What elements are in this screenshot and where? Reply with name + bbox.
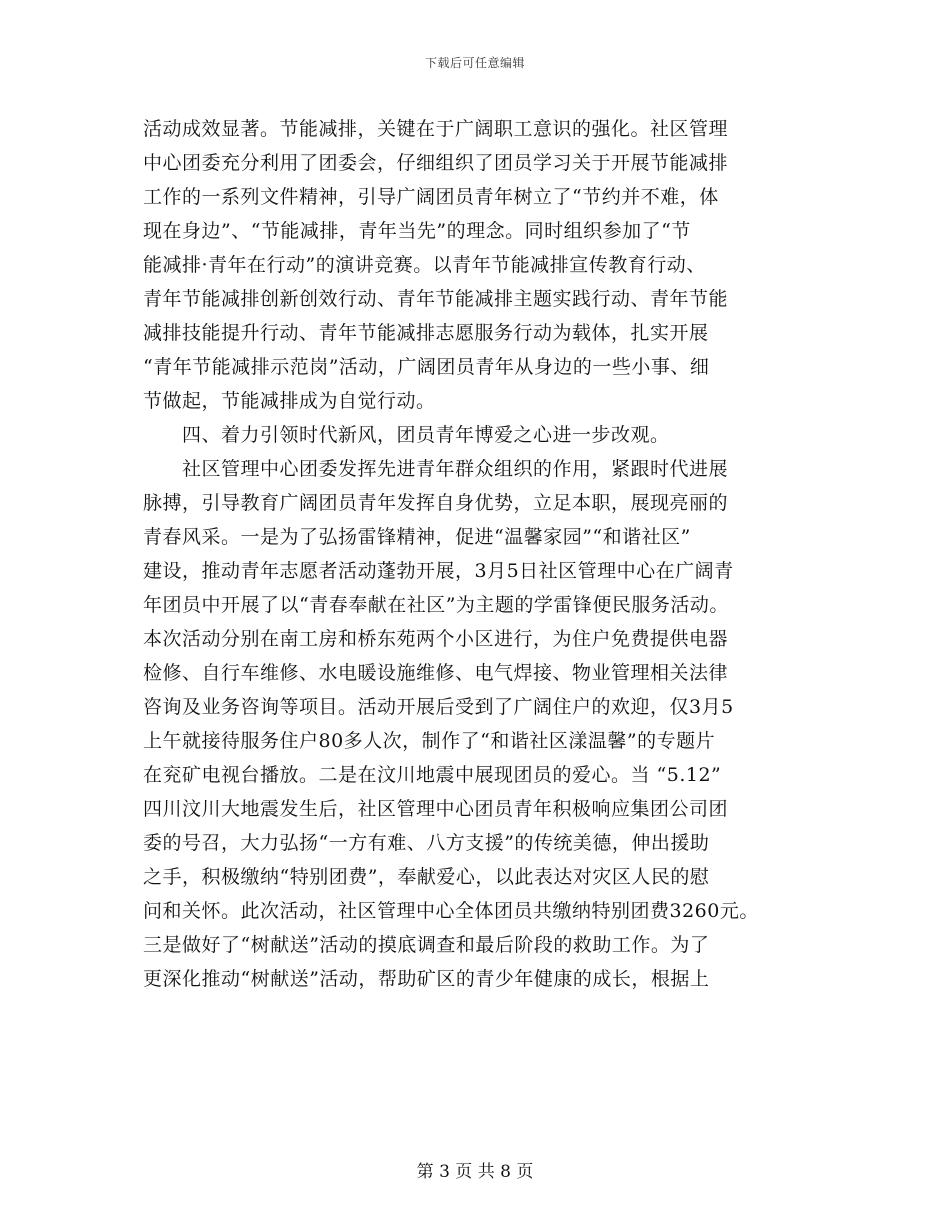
page-footer: 第 3 页 共 8 页 xyxy=(416,1162,534,1182)
text-line: 减排技能提升行动、青年节能减排志愿服务行动为载体，扎实开展 xyxy=(143,322,709,344)
text-line: 中心团委充分利用了团委会，仔细组织了团员学习关于开展节能减排 xyxy=(143,152,729,174)
text-line: 本次活动分别在南工房和桥东苑两个小区进行，为住户免费提供电器 xyxy=(143,628,729,650)
body-text xyxy=(143,112,823,996)
text-line: 之手，积极缴纳“特别团费”，奉献爱心，以此表达对灾区人民的慰 xyxy=(143,866,710,888)
text-line: 年团员中开展了以“青春奉献在社区”为主题的学雷锋便民服务活动。 xyxy=(143,594,729,616)
text-line: 社区管理中心团委发挥先进青年群众组织的作用，紧跟时代进展 xyxy=(143,458,729,480)
text-line: 青年节能减排创新创效行动、青年节能减排主题实践行动、青年节能 xyxy=(143,288,729,310)
page-header: 下载后可任意编辑 xyxy=(424,56,525,70)
text-line: 三是做好了“树献送”活动的摸底调查和最后阶段的救助工作。为了 xyxy=(143,934,710,956)
text-line: 工作的一系列文件精神，引导广阔团员青年树立了“节约并不难，体 xyxy=(143,186,719,208)
text-line: 脉搏，引导教育广阔团员青年发挥自身优势，立足本职，展现亮丽的 xyxy=(143,492,729,514)
text-line: “青年节能减排示范岗”活动，广阔团员青年从身边的一些小事、细 xyxy=(143,356,710,378)
text-line: 上午就接待服务住户80多人次，制作了“和谐社区漾温馨”的专题片 xyxy=(143,730,716,752)
text-line: 咨询及业务咨询等项目。活动开展后受到了广阔住户的欢迎，仅3月5 xyxy=(143,696,734,718)
text-line: 节做起，节能减排成为自觉行动。 xyxy=(143,390,436,412)
text-line: 四川汶川大地震发生后，社区管理中心团员青年积极响应集团公司团 xyxy=(143,798,729,820)
text-line: 在兖矿电视台播放。二是在汶川地震中展现团员的爱心。当 “5.12” xyxy=(143,764,722,786)
text-line: 活动成效显著。节能减排，关键在于广阔职工意识的强化。社区管理 xyxy=(143,118,729,140)
text-line: 更深化推动“树献送”活动，帮助矿区的青少年健康的成长，根据上 xyxy=(143,968,710,990)
text-line: 委的号召，大力弘扬“一方有难、八方支援”的传统美德，伸出援助 xyxy=(143,832,710,854)
text-line: 能减排·青年在行动”的演讲竞赛。以青年节能减排宣传教育行动、 xyxy=(143,254,706,276)
text-line: 现在身边”、“节能减排，青年当先”的理念。同时组织参加了“节 xyxy=(143,220,691,242)
text-line: 青春风采。一是为了弘扬雷锋精神，促进“温馨家园”“和谐社区” xyxy=(143,526,691,548)
text-line: 建设，推动青年志愿者活动蓬勃开展，3月5日社区管理中心在广阔青 xyxy=(143,560,734,582)
text-line: 问和关怀。此次活动，社区管理中心全体团员共缴纳特别团费3260元。 xyxy=(143,900,759,922)
section-heading: 四、着力引领时代新风，团员青年博爱之心进一步改观。 xyxy=(143,424,670,446)
text-line: 检修、自行车维修、水电暖设施维修、电气焊接、物业管理相关法律 xyxy=(143,662,729,684)
